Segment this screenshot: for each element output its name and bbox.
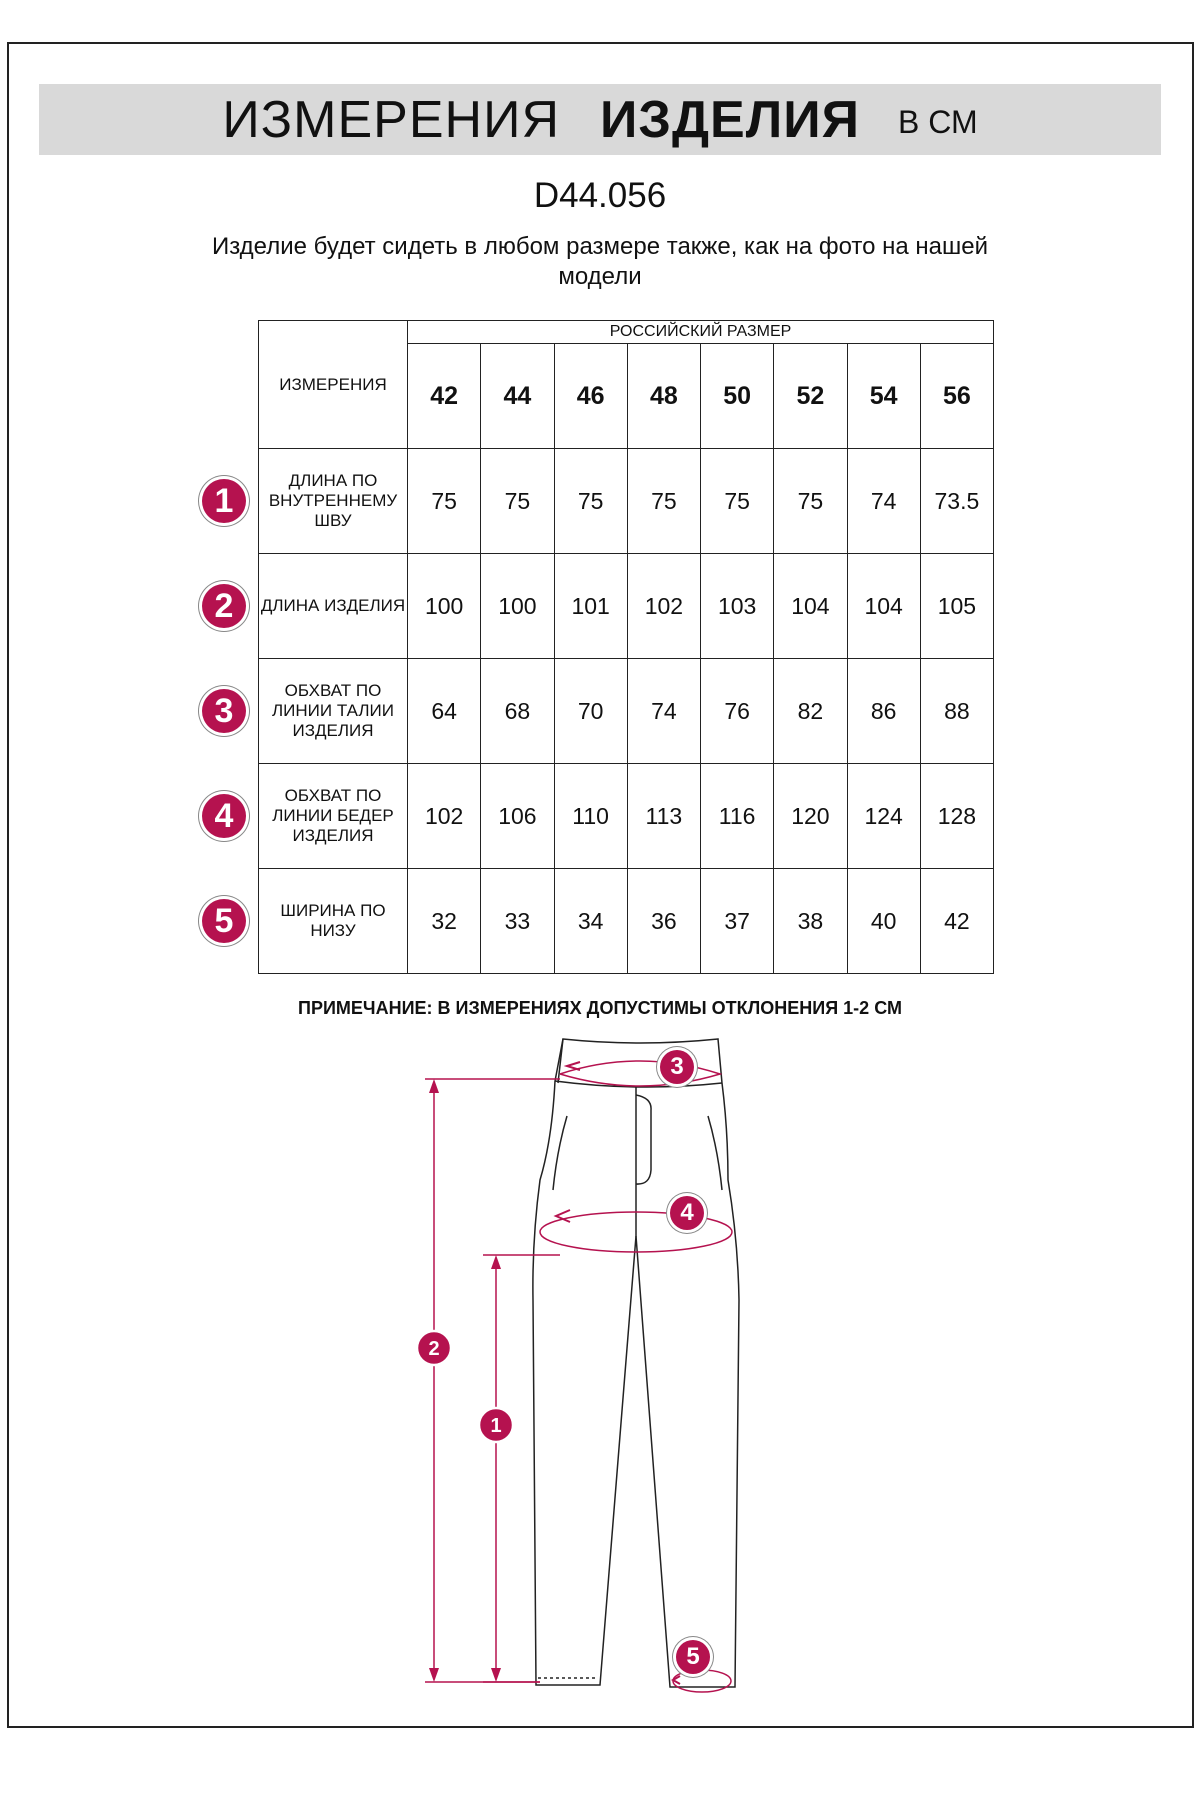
badge-waist: 3 — [660, 1050, 694, 1084]
fit-note: Изделие будет сидеть в любом размере также, как на фото на нашей модели — [211, 233, 989, 290]
size-header: 52 — [774, 344, 847, 449]
table-cell: 124 — [847, 764, 920, 869]
size-header: 54 — [847, 344, 920, 449]
table-cell: 64 — [408, 659, 481, 764]
table-cell: 120 — [774, 764, 847, 869]
row-marker-2: 2 — [202, 584, 246, 628]
table-cell: 36 — [627, 869, 700, 974]
table-cell: 75 — [481, 449, 554, 554]
table-cell: 100 — [408, 554, 481, 659]
row-label: ОБХВАТ ПО ЛИНИИ БЕДЕР ИЗДЕЛИЯ — [259, 764, 408, 869]
table-cell: 104 — [847, 554, 920, 659]
tolerance-note: ПРИМЕЧАНИЕ: В ИЗМЕРЕНИЯХ ДОПУСТИМЫ ОТКЛОНЕНИЯ 1-2 СМ — [298, 998, 902, 1018]
badge-hem: 5 — [676, 1640, 710, 1674]
table-cell: 42 — [920, 869, 993, 974]
trousers-outline — [533, 1039, 739, 1687]
badge-inseam: 1 — [490, 1415, 502, 1437]
size-header: 42 — [408, 344, 481, 449]
table-cell: 75 — [408, 449, 481, 554]
table-cell: 76 — [701, 659, 774, 764]
badge-length: 2 — [428, 1338, 440, 1360]
table-cell: 102 — [408, 764, 481, 869]
table-cell: 101 — [554, 554, 627, 659]
size-header: 48 — [627, 344, 700, 449]
table-cell: 86 — [847, 659, 920, 764]
table-cell: 74 — [627, 659, 700, 764]
table-cell: 100 — [481, 554, 554, 659]
row-label: ШИРИНА ПО НИЗУ — [259, 869, 408, 974]
table-cell: 32 — [408, 869, 481, 974]
row-marker-5: 5 — [202, 899, 246, 943]
size-header: 46 — [554, 344, 627, 449]
table-cell: 33 — [481, 869, 554, 974]
region-size-header: РОССИЙСКИЙ РАЗМЕР — [408, 321, 994, 344]
row-label: ДЛИНА ИЗДЕЛИЯ — [259, 554, 408, 659]
table-cell: 68 — [481, 659, 554, 764]
table-cell: 70 — [554, 659, 627, 764]
article-number: D44.056 — [533, 176, 667, 215]
size-header: 50 — [701, 344, 774, 449]
table-cell: 40 — [847, 869, 920, 974]
measurements-header: ИЗМЕРЕНИЯ — [259, 321, 408, 449]
table-cell: 104 — [774, 554, 847, 659]
table-cell: 75 — [774, 449, 847, 554]
row-label: ОБХВАТ ПО ЛИНИИ ТАЛИИ ИЗДЕЛИЯ — [259, 659, 408, 764]
row-label: ДЛИНА ПО ВНУТРЕННЕМУ ШВУ — [259, 449, 408, 554]
table-cell: 88 — [920, 659, 993, 764]
row-marker-1: 1 — [202, 479, 246, 523]
measurement-lines — [425, 1061, 732, 1692]
table-cell: 73.5 — [920, 449, 993, 554]
title-part-item: ИЗДЕЛИЯ — [600, 90, 860, 149]
table-cell: 75 — [554, 449, 627, 554]
size-header: 44 — [481, 344, 554, 449]
badge-hips: 4 — [670, 1196, 704, 1230]
table-cell: 74 — [847, 449, 920, 554]
table-cell: 34 — [554, 869, 627, 974]
table-cell: 82 — [774, 659, 847, 764]
table-cell: 38 — [774, 869, 847, 974]
row-marker-4: 4 — [202, 794, 246, 838]
table-cell: 75 — [627, 449, 700, 554]
title-part-measurements: ИЗМЕРЕНИЯ — [222, 90, 561, 149]
table-cell: 103 — [701, 554, 774, 659]
diagram-badges — [417, 1331, 513, 1442]
table-cell: 105 — [920, 554, 993, 659]
table-cell: 106 — [481, 764, 554, 869]
table-cell: 128 — [920, 764, 993, 869]
row-marker-3: 3 — [202, 689, 246, 733]
title-part-units: В СМ — [897, 104, 978, 140]
table-cell: 75 — [701, 449, 774, 554]
size-header: 56 — [920, 344, 993, 449]
table-cell: 116 — [701, 764, 774, 869]
table-cell: 113 — [627, 764, 700, 869]
table-cell: 102 — [627, 554, 700, 659]
table-cell: 37 — [701, 869, 774, 974]
table-cell: 110 — [554, 764, 627, 869]
